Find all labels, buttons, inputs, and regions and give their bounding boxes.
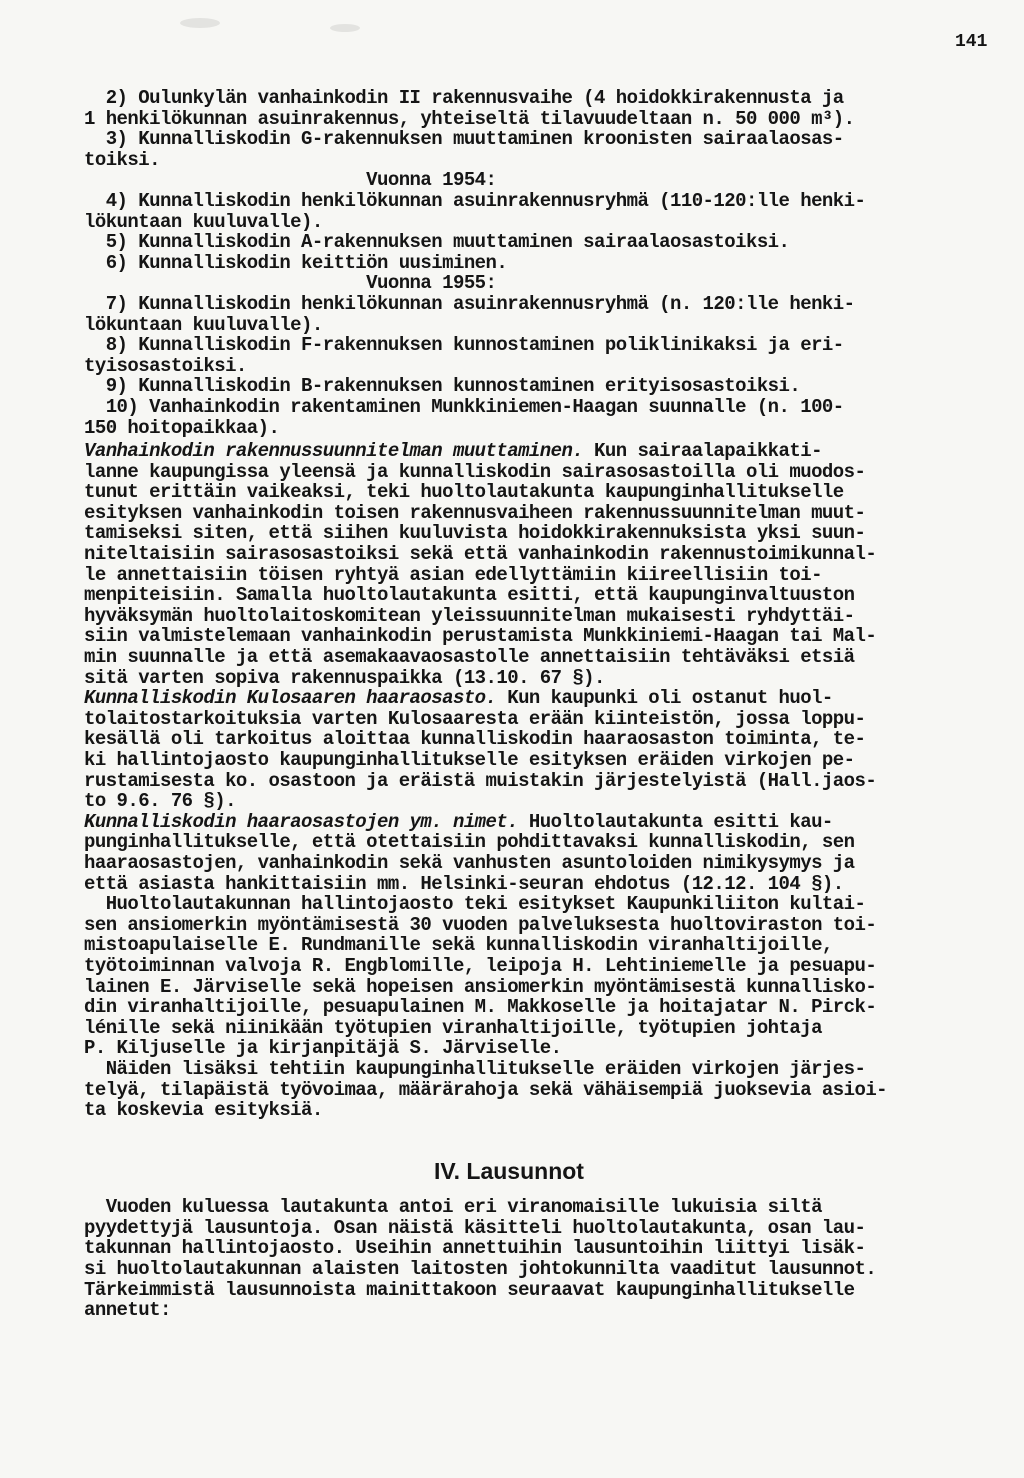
text-line: tolaitostarkoituksia varten Kulosaaresta erään kiinteistön, jossa loppu-	[84, 707, 866, 730]
paragraph-awards	[84, 894, 934, 1059]
text-line: 5) Kunnalliskodin A-rakennuksen muuttaminen sairaalaosastoiksi.	[84, 231, 790, 254]
text-line: haaraosastojen, vanhainkodin sekä vanhusten asuntoloiden nimikysymys ja	[84, 851, 855, 874]
text-line: punginhallitukselle, että otettaisiin pohdittavaksi kunnalliskodin, sen	[84, 831, 855, 854]
text-line: Tärkeimmistä lausunnoista mainittakoon seuraavat kaupunginhallitukselle	[84, 1278, 855, 1301]
text-line: sitä varten sopiva rakennuspaikka (13.10. 67 §).	[84, 666, 605, 689]
building-plan-list	[84, 88, 934, 438]
text-line: mistoapulaiselle E. Rundmanille sekä kunnalliskodin viranhaltijoille,	[84, 934, 833, 957]
paragraph-statements	[84, 1197, 934, 1321]
text-line: Näiden lisäksi tehtiin kaupunginhallitukselle eräiden virkojen järjes-	[84, 1057, 866, 1080]
text-line: 7) Kunnalliskodin henkilökunnan asuinrakennusryhmä (n. 120:lle henki-	[84, 292, 855, 315]
text-line: 3) Kunnalliskodin G-rakennuksen muuttaminen kroonisten sairaalaosas-	[84, 128, 844, 151]
text-line: toiksi.	[84, 148, 160, 171]
text-line: min suunnalle ja että asemakaavaosastolle annettaisiin tehtäväksi etsiä	[84, 646, 855, 669]
text-line: Vuoden kuluessa lautakunta antoi eri viranomaisille lukuisia siltä	[84, 1196, 822, 1219]
text-line: ta koskevia esityksiä.	[84, 1099, 323, 1122]
text-line: tyisosastoiksi.	[84, 354, 247, 377]
paragraph-renovation	[84, 462, 934, 689]
text-line: tunut erittäin vaikeaksi, teki huoltolautakunta kaupunginhallitukselle	[84, 481, 844, 504]
text-line: sen ansiomerkin myöntämisestä 30 vuoden palveluksesta huoltoviraston toi-	[84, 913, 877, 936]
scan-smudge	[180, 18, 220, 28]
text-line: 150 hoitopaikkaa).	[84, 416, 280, 439]
text-line: telyä, tilapäistä työvoimaa, määrärahoja sekä vähäisempiä juoksevia asioi-	[84, 1078, 888, 1101]
paragraph-lead-title: Vanhainkodin rakennussuunnitelman muuttaminen.	[84, 440, 584, 463]
text-line: lanne kaupungissa yleensä ja kunnalliskodin sairasosastoilla oli muodos-	[84, 460, 866, 483]
paragraph-first-line: Kunnalliskodin haaraosastojen ym. nimet. Huoltolautakunta esitti kau-	[84, 810, 833, 833]
text-line: lökuntaan kuuluvalle).	[84, 210, 323, 233]
paragraph-other-proposals	[84, 1059, 934, 1121]
text-line: työtoiminnan valvoja R. Engblomille, leipoja H. Lehtiniemelle ja pesuapu-	[84, 954, 877, 977]
text-line: si huoltolautakunnan alaisten laitosten johtokunnilta vaaditut lausunnot.	[84, 1258, 877, 1281]
text-line: 4) Kunnalliskodin henkilökunnan asuinrakennusryhmä (110-120:lle henki-	[84, 189, 866, 212]
text-line: 1 henkilökunnan asuinrakennus, yhteiseltä tilavuudeltaan n. 50 000 m³).	[84, 107, 855, 130]
text-line: P. Kiljuselle ja kirjanpitäjä S. Järviselle.	[84, 1037, 562, 1060]
text-line: niteltaisiin sairasosastoiksi sekä että vanhainkodin rakennustoimikunnal-	[84, 543, 877, 566]
text-line: lökuntaan kuuluvalle).	[84, 313, 323, 336]
text-line: pyydettyjä lausuntoja. Osan näistä käsitteli huoltolautakunta, osan lau-	[84, 1216, 866, 1239]
text-line: hyväksymän huoltolaitoskomitean yleissuunnitelman mukaisesti ryhdyttäi-	[84, 604, 855, 627]
text-line: 10) Vanhainkodin rakentaminen Munkkiniemen-Haagan suunnalle (n. 100-	[84, 395, 844, 418]
text-line: din viranhaltijoille, pesuapulainen M. Makkoselle ja hoitajatar N. Pirck-	[84, 996, 877, 1019]
text-line: rustamisesta ko. osastoon ja eräistä muistakin järjestelyistä (Hall.jaos-	[84, 769, 877, 792]
text-line: että asiasta hankittaisiin mm. Helsinki-seuran ehdotus (12.12. 104 §).	[84, 872, 844, 895]
text-line: Vuonna 1955:	[84, 272, 497, 295]
text-line: menpiteisiin. Samalla huoltolautakunta esitti, että kaupunginvaltuuston	[84, 584, 855, 607]
text-line: lainen E. Järviselle sekä hopeisen ansiomerkin myöntämisestä kunnallisko-	[84, 975, 877, 998]
text-line: to 9.6. 76 §).	[84, 790, 236, 813]
paragraph-first-line: Vanhainkodin rakennussuunnitelman muuttaminen. Kun sairaalapaikkati-	[84, 440, 822, 463]
paragraph-names	[84, 832, 934, 894]
section-heading: IV. Lausunnot	[434, 1157, 584, 1184]
text-line: kesällä oli tarkoitus aloittaa kunnalliskodin haaraosaston toiminta, te-	[84, 728, 866, 751]
paragraph-kulosaari	[84, 709, 934, 812]
text-line: Vuonna 1954:	[84, 169, 497, 192]
text-line: 2) Oulunkylän vanhainkodin II rakennusvaihe (4 hoidokkirakennusta ja	[84, 87, 844, 109]
text-line: 8) Kunnalliskodin F-rakennuksen kunnostaminen poliklinikaksi ja eri-	[84, 334, 844, 357]
text-line: siin valmistelemaan vanhainkodin perustamista Munkkiniemi-Haagan tai Mal-	[84, 625, 877, 648]
document-body	[84, 88, 934, 1321]
text-line: takunnan hallintojaosto. Useihin annettuihin lausuntoihin liittyi lisäk-	[84, 1237, 866, 1260]
text-line: le annettaisiin töisen ryhtyä asian edellyttämiin kiireellisiin toi-	[84, 563, 822, 586]
text-line: Huoltolautakunnan hallintojaosto teki esitykset Kaupunkiliiton kultai-	[84, 893, 866, 916]
paragraph-first-line: Kunnalliskodin Kulosaaren haaraosasto. Kun kaupunki oli ostanut huol-	[84, 687, 833, 710]
text-line: 6) Kunnalliskodin keittiön uusiminen.	[84, 251, 508, 274]
text-line: ki hallintojaosto kaupunginhallitukselle esityksen eräiden virkojen pe-	[84, 749, 855, 771]
paragraph-lead-title: Kunnalliskodin Kulosaaren haaraosasto.	[84, 687, 497, 710]
text-line: 9) Kunnalliskodin B-rakennuksen kunnostaminen erityisosastoiksi.	[84, 375, 801, 398]
scan-smudge	[330, 24, 360, 32]
page-number: 141	[955, 32, 988, 52]
text-line: tamiseksi siten, että siihen kuuluvista hoidokkirakennuksista yksi suun-	[84, 522, 866, 545]
text-line: lénille sekä niinikään työtupien viranhaltijoille, työtupien johtaja	[84, 1016, 822, 1039]
text-line: annetut:	[84, 1299, 171, 1322]
paragraph-lead-title: Kunnalliskodin haaraosastojen ym. nimet.	[84, 810, 519, 833]
text-line: esityksen vanhainkodin toisen rakennusvaiheen rakennussuunnitelman muut-	[84, 501, 866, 524]
